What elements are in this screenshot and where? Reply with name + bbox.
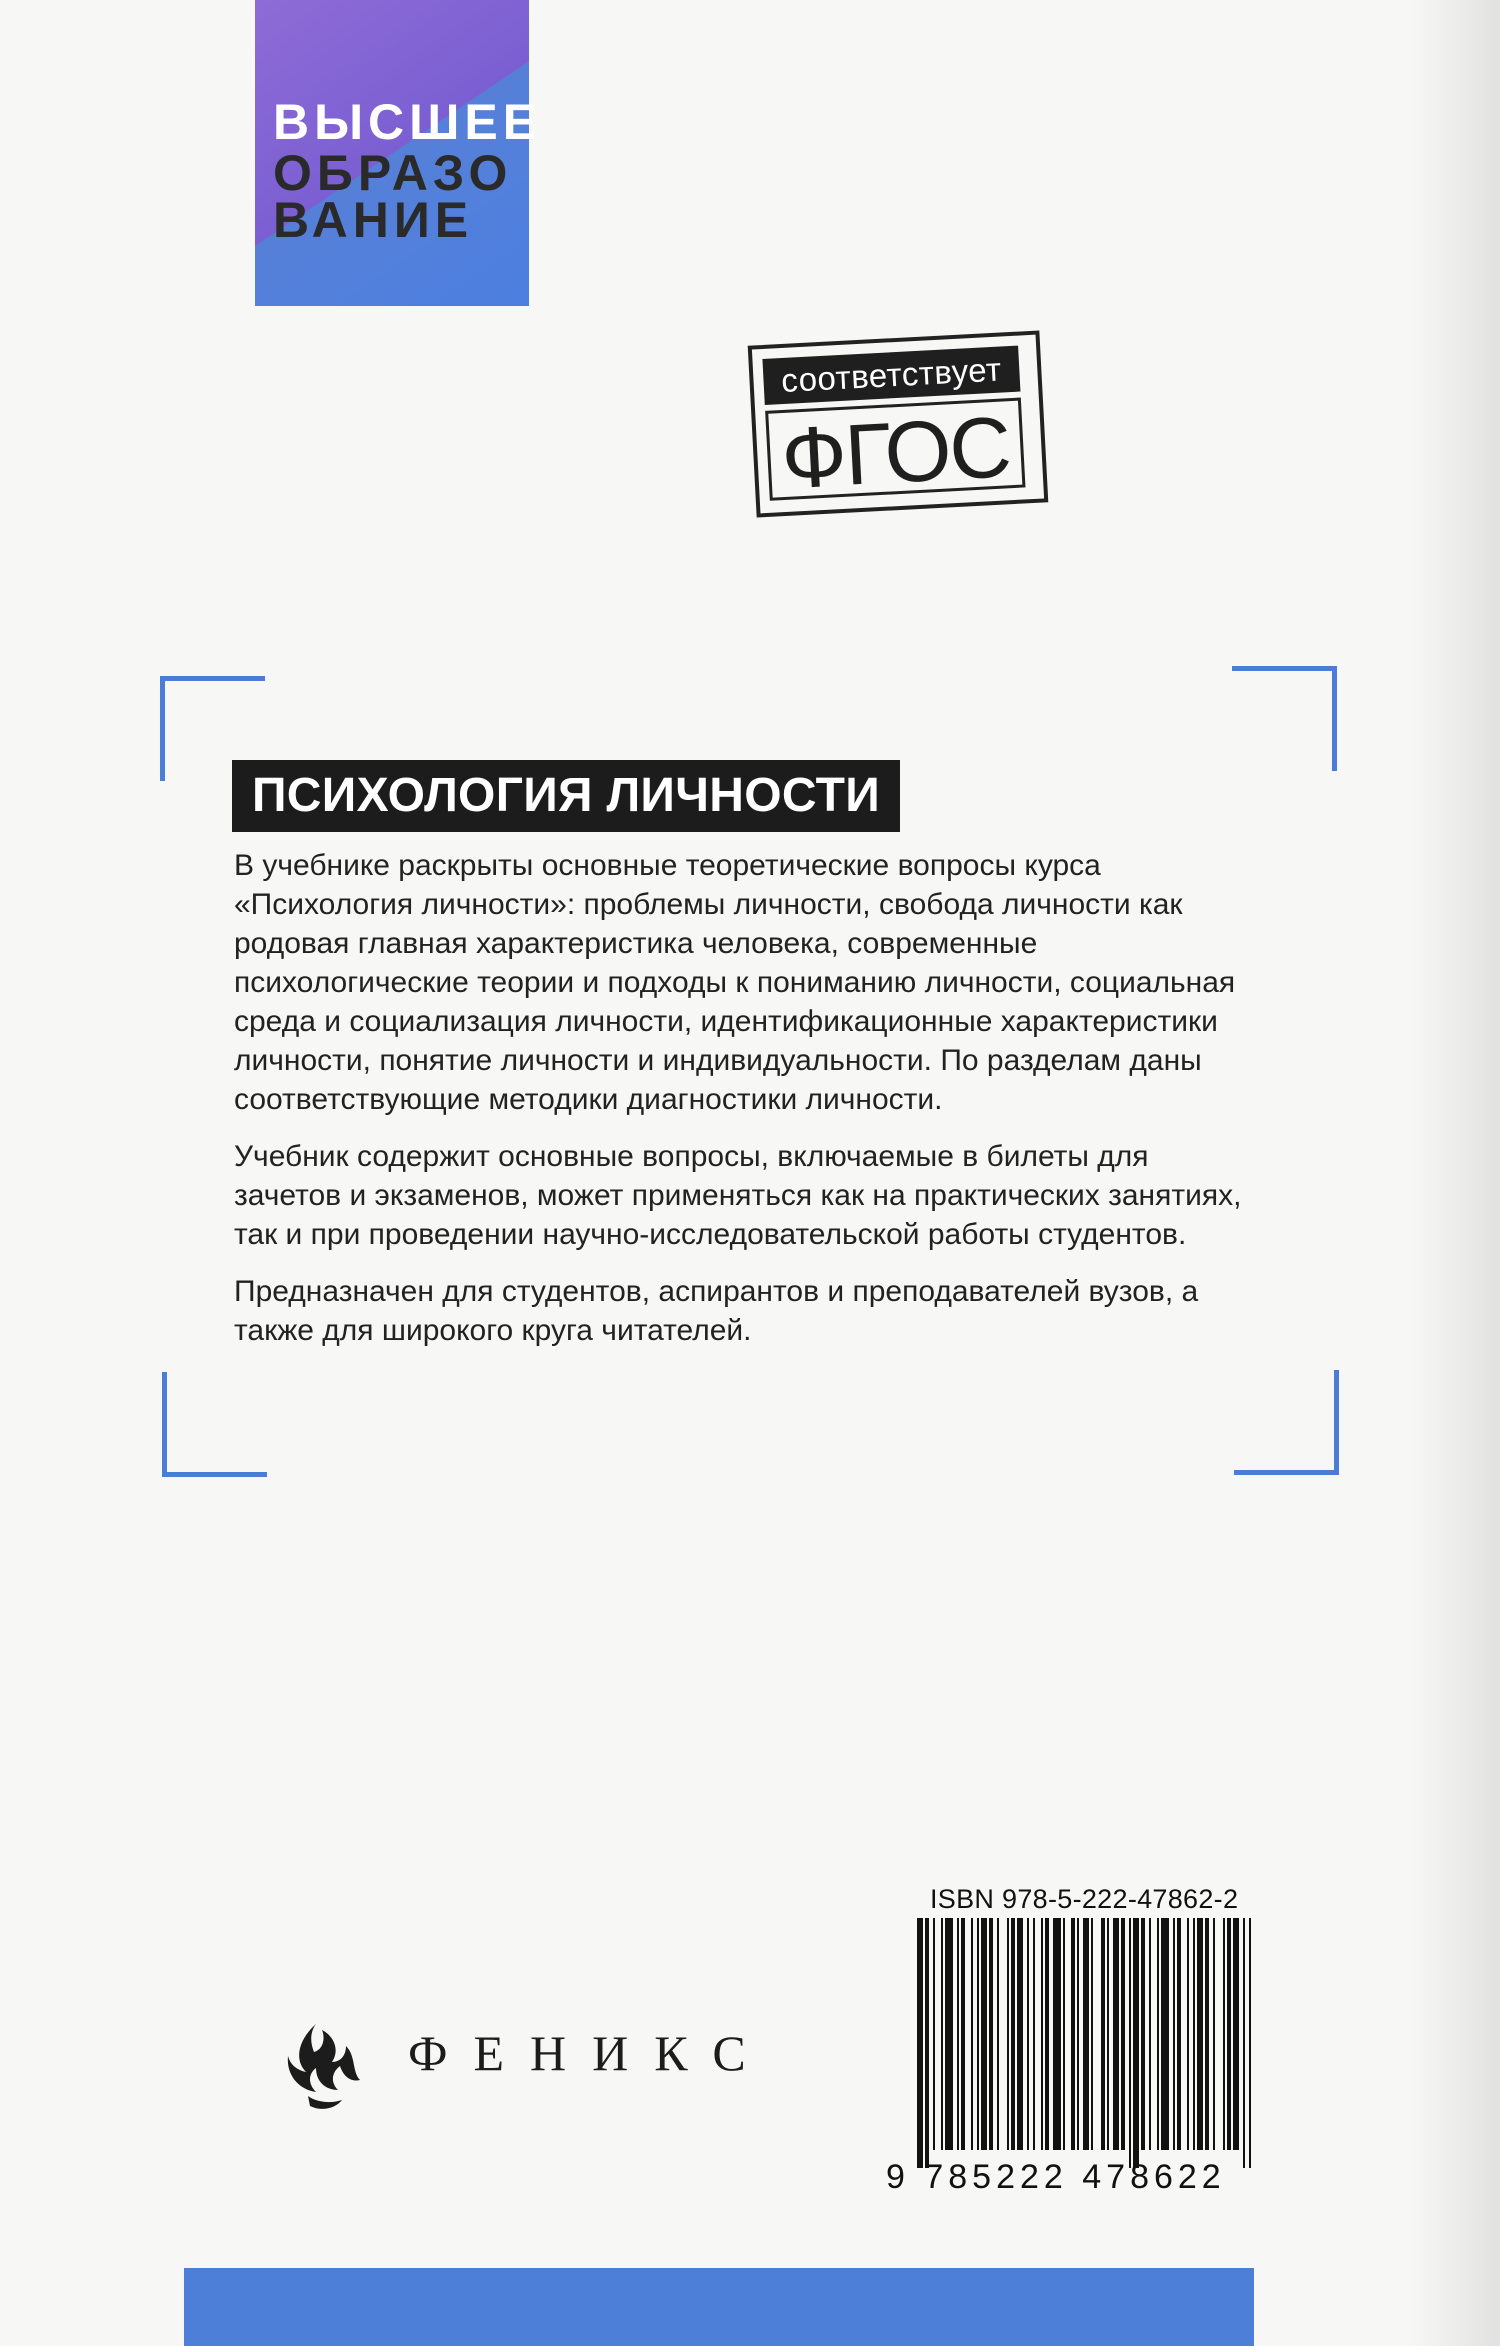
series-line-1: ВЫСШЕЕ (273, 94, 542, 150)
barcode-bar (925, 1918, 929, 2168)
barcode-bar (1017, 1918, 1023, 2150)
book-description (234, 846, 1244, 1368)
barcode-bar (1249, 1918, 1251, 2168)
barcode-bar (941, 1918, 943, 2150)
barcode-bar (977, 1918, 979, 2150)
frame-corner-top-right (1232, 666, 1337, 771)
series-badge (255, 0, 542, 306)
description-paragraph-2: Учебник содержит основные вопросы, включаемые в билеты для зачетов и экзаменов, может применяться как на практических занятиях, так и при проведении научно-исследовательской работы студентов. (234, 1140, 1242, 1251)
barcode-bar (1213, 1918, 1215, 2150)
barcode-bar (1113, 1918, 1119, 2150)
barcode-bar (933, 1918, 935, 2150)
barcode-bar (945, 1918, 953, 2150)
stamp-top-text: соответствует (762, 346, 1020, 405)
barcode-bar (1205, 1918, 1209, 2150)
barcode-bar (1233, 1918, 1239, 2150)
barcode-bar (1157, 1918, 1159, 2150)
bottom-accent-band (184, 2268, 1254, 2346)
barcode-bar (1041, 1918, 1043, 2150)
barcode-bar (1033, 1918, 1035, 2150)
barcode-bar (957, 1918, 959, 2150)
series-line-3: ВАНИЕ (273, 192, 474, 248)
series-line-2: ОБРАЗО (273, 145, 513, 201)
phoenix-flame-icon (286, 2020, 364, 2112)
barcode-bar (981, 1918, 987, 2150)
isbn-label: ISBN 978-5-222-47862-2 (930, 1884, 1239, 1914)
barcode-bar (1141, 1918, 1145, 2150)
barcode-bar (1091, 1918, 1093, 2150)
barcode-bar (1133, 1918, 1139, 2168)
barcode-bar (971, 1918, 973, 2150)
barcode-bar (1045, 1918, 1049, 2150)
barcode-bar (1177, 1918, 1181, 2150)
barcode-bar (989, 1918, 993, 2150)
barcode-bar (1071, 1918, 1075, 2150)
barcode-bar (1227, 1918, 1231, 2150)
description-paragraph-3: Предназначен для студентов, аспирантов и преподавателей вузов, а также для широкого круга читателей. (234, 1275, 1199, 1347)
barcode-bar (1077, 1918, 1079, 2150)
fgos-stamp (748, 330, 1049, 517)
barcode-bar (1027, 1918, 1029, 2150)
barcode-bar (1063, 1918, 1065, 2150)
barcode-bar (1129, 1918, 1131, 2168)
barcode-bar (1187, 1918, 1189, 2150)
barcode-bar (1161, 1918, 1169, 2150)
barcode-bar (1083, 1918, 1089, 2150)
frame-corner-bottom-left (162, 1372, 267, 1477)
isbn-barcode (915, 1918, 1255, 2168)
barcode-bar (1223, 1918, 1225, 2150)
stamp-main-text: ФГОС (765, 398, 1025, 501)
barcode-bar (1101, 1918, 1105, 2150)
barcode-bar (1107, 1918, 1109, 2150)
barcode-bar (1243, 1918, 1245, 2168)
description-paragraph-1: В учебнике раскрыты основные теоретические вопросы курса «Психология личности»: проблемы личности, свобода личности как родовая главная характеристика человека, современные психологические теории и подходы к пониманию личности, социальная среда и социализация личности, идентификационные характеристики личности, понятие личности и индивидуальности. По разделам даны соответствующие методики диагностики личности. (234, 849, 1236, 1116)
barcode-bar (1149, 1918, 1151, 2150)
barcode-digits: 9 785222 478622 (886, 2158, 1226, 2196)
barcode-bar (1173, 1918, 1175, 2150)
barcode-bar (1053, 1918, 1061, 2150)
barcode-bar (1197, 1918, 1203, 2150)
publisher-name: ФЕНИКС (408, 2025, 772, 2081)
frame-corner-bottom-right (1234, 1370, 1339, 1475)
barcode-bar (961, 1918, 965, 2150)
barcode-bar (1011, 1918, 1015, 2150)
barcode-bar (997, 1918, 999, 2150)
book-title: ПСИХОЛОГИЯ ЛИЧНОСТИ (232, 760, 900, 832)
barcode-bar (1007, 1918, 1009, 2150)
barcode-bar (917, 1918, 923, 2168)
cover-edge-shadow (1410, 0, 1500, 2346)
barcode-bar (1121, 1918, 1125, 2150)
barcode-bar (1193, 1918, 1195, 2150)
